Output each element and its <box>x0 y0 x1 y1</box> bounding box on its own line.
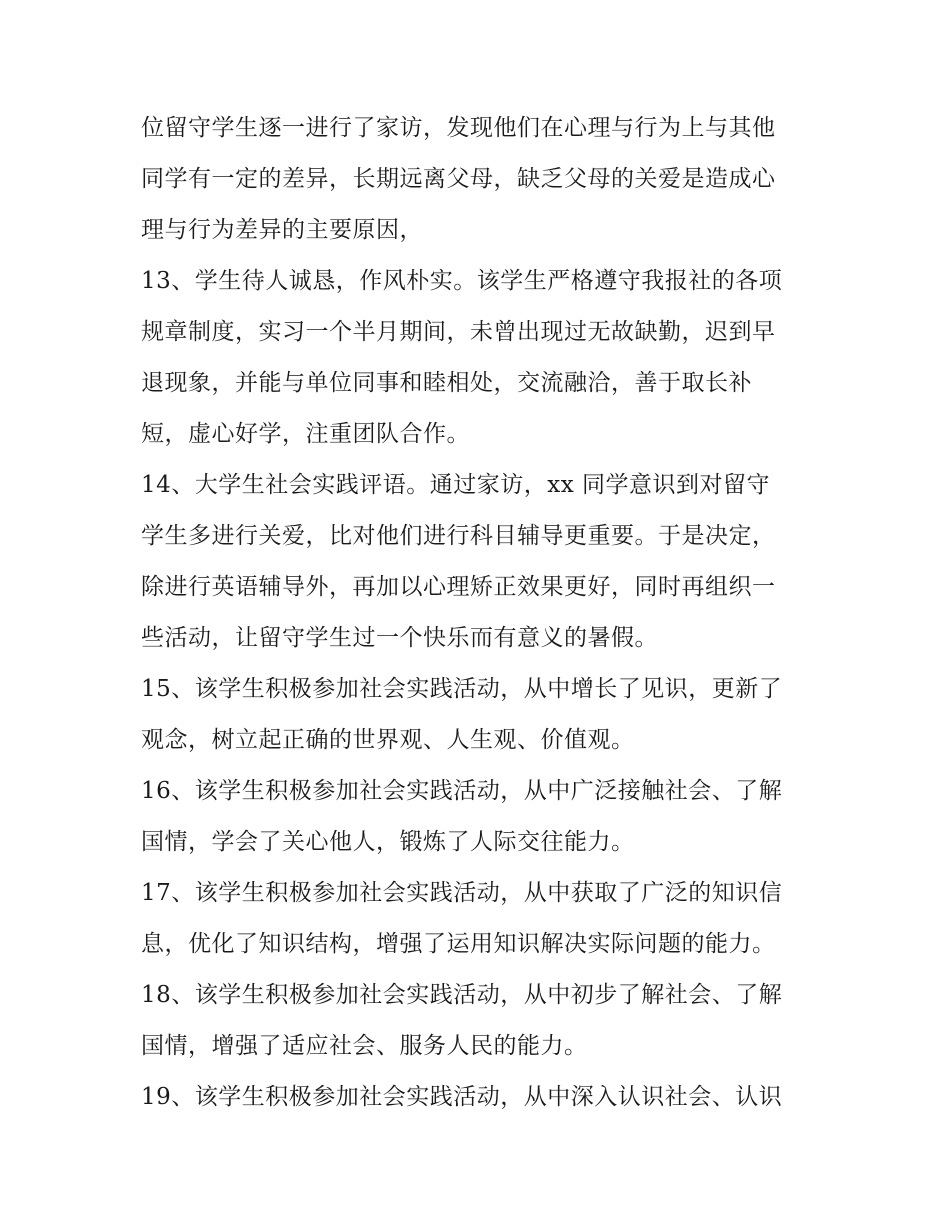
text-line: 退现象，并能与单位同事和睦相处，交流融洽，善于取长补 <box>141 370 752 396</box>
document-body <box>141 103 821 1123</box>
text-line: 除进行英语辅导外，再加以心理矫正效果更好，同时再组织一 <box>141 574 776 600</box>
text-line: 13、学生待人诚恳，作风朴实。该学生严格遵守我报社的各项 <box>141 268 783 294</box>
text-line: 短，虚心好学，注重团队合作。 <box>141 421 470 447</box>
text-line: 学生多进行关爱，比对他们进行科目辅导更重要。于是决定， <box>141 523 776 549</box>
text-line: 位留守学生逐一进行了家访，发现他们在心理与行为上与其他 <box>141 115 776 141</box>
text-line: 18、该学生积极参加社会实践活动，从中初步了解社会、了解 <box>141 982 783 1008</box>
text-line: 14、大学生社会实践评语。通过家访，xx 同学意识到对留守 <box>141 472 771 498</box>
text-line: 息，优化了知识结构，增强了运用知识解决实际问题的能力。 <box>141 931 776 957</box>
text-line: 19、该学生积极参加社会实践活动，从中深入认识社会、认识 <box>141 1084 783 1110</box>
text-line: 些活动，让留守学生过一个快乐而有意义的暑假。 <box>141 625 658 651</box>
text-line: 国情，学会了关心他人，锻炼了人际交往能力。 <box>141 829 635 855</box>
text-line: 规章制度，实习一个半月期间，未曾出现过无故缺勤，迟到早 <box>141 319 776 345</box>
text-line: 17、该学生积极参加社会实践活动，从中获取了广泛的知识信 <box>141 880 783 906</box>
text-line: 国情，增强了适应社会、服务人民的能力。 <box>141 1033 588 1059</box>
text-line: 15、该学生积极参加社会实践活动，从中增长了见识，更新了 <box>141 676 783 702</box>
text-line: 理与行为差异的主要原因， <box>141 217 423 243</box>
text-line: 同学有一定的差异，长期远离父母，缺乏父母的关爱是造成心 <box>141 166 776 192</box>
text-line: 观念，树立起正确的世界观、人生观、价值观。 <box>141 727 635 753</box>
text-line: 16、该学生积极参加社会实践活动，从中广泛接触社会、了解 <box>141 778 783 804</box>
